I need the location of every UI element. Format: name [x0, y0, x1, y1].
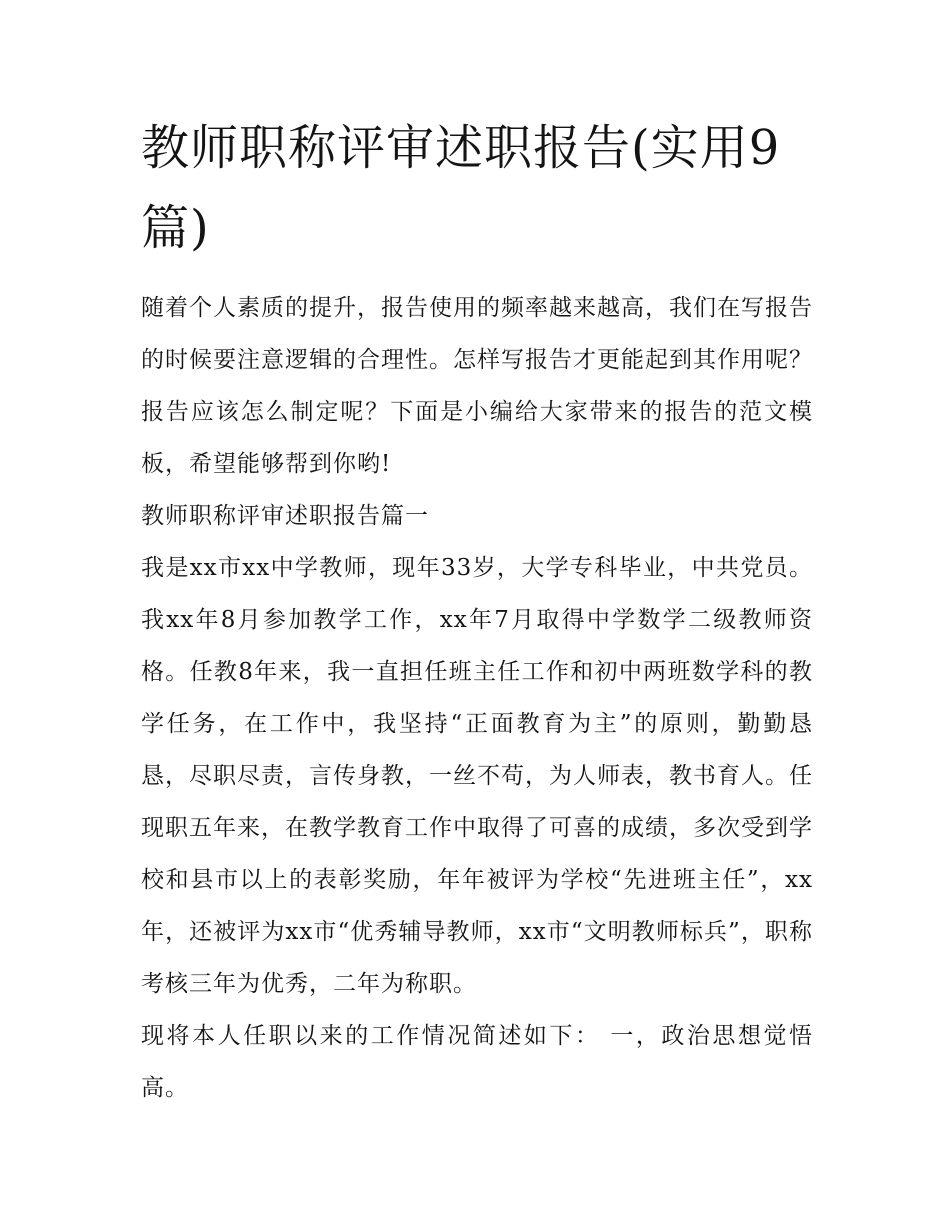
document-body: [141, 108, 813, 1114]
intro-paragraph: 随着个人素质的提升，报告使用的频率越来越高，我们在写报告的时候要注意逻辑的合理性。怎样写报告才更能起到其作用呢？报告应该怎么制定呢？下面是小编给大家带来的报告的范文模板，希望能够帮到你哟!: [141, 295, 813, 477]
document-title: 教师职称评审述职报告(实用9篇): [141, 120, 781, 256]
body-paragraph: 我是xx市xx中学教师，现年33岁，大学专科毕业，中共党员。我xx年8月参加教学工作，xx年7月取得中学数学二级教师资格。任教8年来，我一直担任班主任工作和初中两班数学科的教学任务，在工作中，我坚持“正面教育为主”的原则，勤勤恳恳，尽职尽责，言传身教，一丝不苟，为人师表，教书育人。任现职五年来，在教学教育工作中取得了可喜的成绩，多次受到学校和县市以上的表彰奖励，年年被评为学校“先进班主任”，xx年，还被评为xx市“优秀辅导教师，xx市“文明教师标兵”，职称考核三年为优秀，二年为称职。: [141, 555, 813, 997]
section-heading: 教师职称评审述职报告篇一: [141, 503, 429, 529]
body-paragraph: 现将本人任职以来的工作情况简述如下： 一，政治思想觉悟高。: [141, 1023, 813, 1101]
